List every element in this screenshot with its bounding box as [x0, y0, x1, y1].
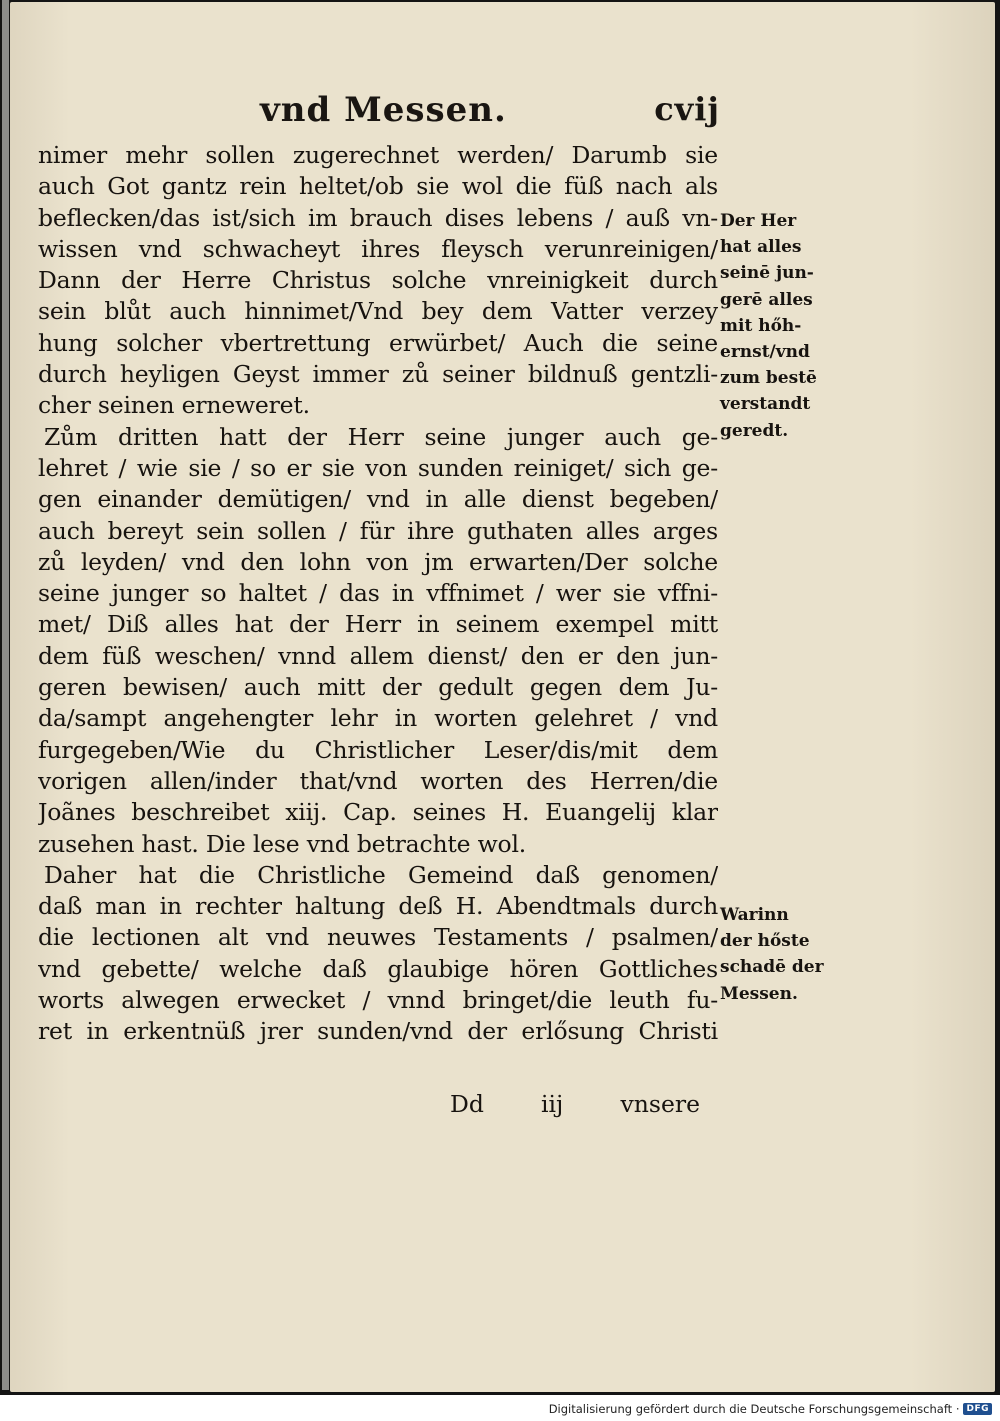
- running-head: [260, 90, 720, 140]
- text-line: lehret / wie sie / so er sie von sunden reiniget/ sich ge-: [38, 453, 718, 482]
- text-line: auch Got gantz rein heltet/ob sie wol die füß nach als: [38, 172, 718, 201]
- marginal-note-line: Messen.: [720, 983, 798, 1004]
- text-line: cher seinen erneweret.: [38, 391, 310, 420]
- catchword-line: [450, 1090, 700, 1124]
- text-line: geren bewisen/ auch mitt der gedult gegen dem Ju-: [38, 673, 718, 702]
- page-edge: [2, 0, 9, 1390]
- text-line: worts alwegen erwecket / vnnd bringet/die leuth fu-: [38, 986, 718, 1015]
- text-line: hung solcher vbertrettung erwürbet/ Auch die seine: [38, 328, 718, 357]
- text-line: Daher hat die Christliche Gemeind daß genomen/: [44, 860, 718, 889]
- marginal-note: [720, 902, 830, 1007]
- text-line: wissen vnd schwacheyt ihres fleysch verunreinigen/: [38, 234, 718, 263]
- marginal-note-line: Der Her: [720, 211, 797, 231]
- marginal-note-line: Warinn: [720, 905, 789, 925]
- text-line: furgegeben/Wie du Christlicher Leser/dis/mit dem: [38, 735, 718, 764]
- text-line: Zům dritten hatt der Herr seine junger auch ge-: [44, 422, 718, 451]
- marginal-note-line: mit hőh-: [720, 315, 802, 336]
- text-line: dem füß weschen/ vnnd allem dienst/ den er den jun-: [38, 641, 718, 670]
- main-text-block: [38, 140, 718, 1048]
- dfg-logo-badge: DFG: [963, 1403, 992, 1415]
- text-line: da/sampt angehengter lehr in worten gelehret / vnd: [38, 704, 718, 733]
- marginal-note-line: ernst/vnd: [720, 341, 810, 362]
- marginal-note-line: geredt.: [720, 420, 789, 441]
- text-line: zusehen hast. Die lese vnd betrachte wol.: [38, 829, 527, 858]
- marginal-note: [720, 208, 830, 444]
- signature-mark: Dd: [450, 1090, 484, 1118]
- marginal-note-line: der hőste: [720, 931, 810, 952]
- text-line: vorigen allen/inder that/vnd worten des Herren/die: [38, 766, 718, 795]
- text-line: sein blůt auch hinnimet/Vnd bey dem Vatter verzey: [38, 297, 718, 326]
- text-line: gen einander demütigen/ vnd in alle dienst begeben/: [38, 485, 718, 514]
- digitization-footer: [549, 1402, 992, 1416]
- marginal-note-line: seinē jun-: [720, 263, 814, 284]
- text-line: beflecken/das ist/sich im brauch dises lebens / auß vn-: [38, 203, 718, 232]
- text-line: zů leyden/ vnd den lohn von jm erwarten/Der solche: [38, 547, 718, 576]
- marginal-note-line: schadē der: [720, 957, 824, 978]
- text-line: vnd gebette/ welche daß glaubige hören Gottliches: [38, 954, 718, 983]
- text-line: ret in erkentnüß jrer sunden/vnd der erlősung Christi: [38, 1017, 718, 1046]
- marginal-note-line: hat alles: [720, 237, 802, 258]
- text-line: auch bereyt sein sollen / für ihre guthaten alles arges: [38, 516, 718, 545]
- book-page: [10, 2, 995, 1392]
- text-line: die lectionen alt vnd neuwes Testaments / psalmen/: [38, 923, 718, 952]
- footer-text: Digitalisierung gefördert durch die Deutsche Forschungsgemeinschaft ·: [548, 1402, 960, 1416]
- text-line: seine junger so haltet / das in vffnimet / wer sie vffni-: [38, 579, 718, 608]
- marginal-note-line: gerē alles: [720, 289, 813, 310]
- text-line: nimer mehr sollen zugerechnet werden/ Darumb sie: [38, 141, 718, 169]
- text-line: Joãnes beschreibet xiij. Cap. seines H. Euangelij klar: [38, 798, 718, 827]
- text-line: durch heyligen Geyst immer zů seiner bildnuß gentzli-: [38, 360, 718, 389]
- marginal-note-line: zum bestē: [720, 368, 817, 389]
- marginal-note-line: verstandt: [720, 394, 811, 415]
- catchword: vnsere: [620, 1090, 700, 1118]
- text-line: daß man in rechter haltung deß H. Abendtmals durch: [38, 892, 718, 921]
- text-line: met/ Diß alles hat der Herr in seinem exempel mitt: [38, 610, 718, 639]
- text-line: Dann der Herre Christus solche vnreinigkeit durch: [38, 266, 718, 295]
- signature-number: iij: [541, 1090, 564, 1118]
- folio-number: cvij: [654, 90, 720, 128]
- running-head-title: vnd Messen.: [260, 90, 507, 130]
